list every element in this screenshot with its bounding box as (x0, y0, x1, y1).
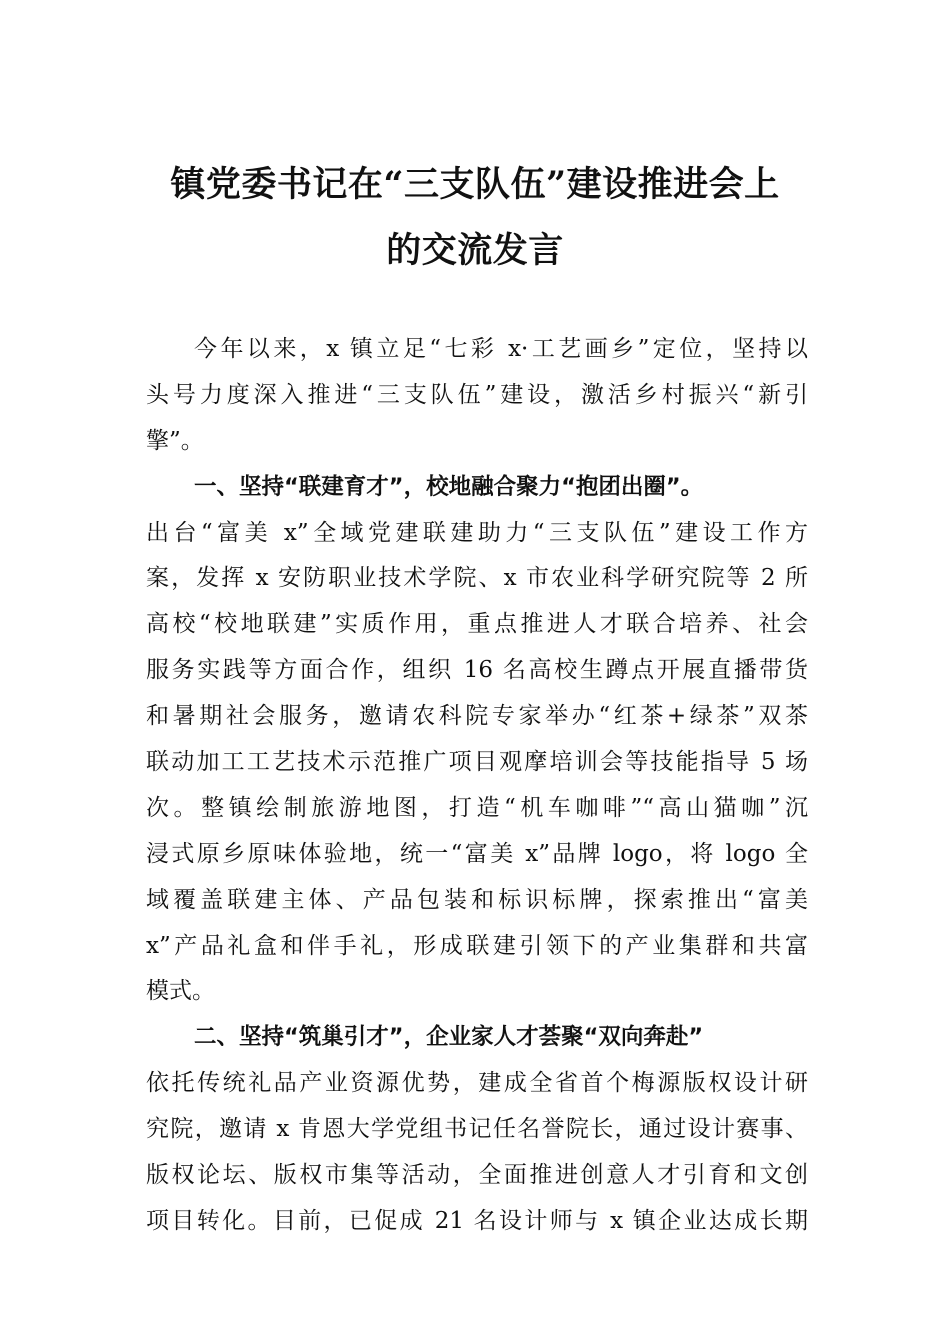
section-1-line: 出台“富美 x”全域党建联建助力“三支队伍”建设工作方 (146, 519, 808, 546)
section-1-line: 和暑期社会服务，邀请农科院专家举办“红茶+绿茶”双茶 (146, 703, 808, 730)
title-line-1: 镇党委书记在“三支队伍”建设推进会上 (170, 164, 780, 205)
section-1-heading: 一、坚持“联建育才”，校地融合聚力“抱团出圈”。 (194, 473, 704, 500)
section-2-line: 依托传统礼品产业资源优势，建成全省首个梅源版权设计研 (146, 1070, 808, 1097)
section-1-line: 高校“校地联建”实质作用，重点推进人才联合培养、社会 (146, 611, 808, 638)
intro-line: 擎”。 (146, 427, 204, 454)
section-1-line: 服务实践等方面合作，组织 16 名高校生蹲点开展直播带货 (146, 657, 808, 684)
section-1-line: 案，发挥 x 安防职业技术学院、x 市农业科学研究院等 2 所 (146, 565, 808, 592)
section-2-line: 版权论坛、版权市集等活动，全面推进创意人才引育和文创 (146, 1162, 808, 1189)
document-body (146, 327, 808, 1245)
title-line-2: 的交流发言 (386, 230, 564, 271)
section-1-line: 域覆盖联建主体、产品包装和标识标牌，探索推出“富美 (146, 886, 808, 913)
section-1-line: 浸式原乡原味体验地，统一“富美 x”品牌 logo，将 logo 全 (146, 840, 808, 867)
section-2-line: 项目转化。目前，已促成 21 名设计师与 x 镇企业达成长期 (146, 1207, 808, 1234)
section-1-line: x”产品礼盒和伴手礼，形成联建引领下的产业集群和共富 (146, 932, 808, 959)
section-1-line: 模式。 (146, 978, 215, 1005)
intro-line: 头号力度深入推进“三支队伍”建设，激活乡村振兴“新引 (146, 381, 808, 408)
document-title (120, 152, 830, 284)
section-1-line: 次。整镇绘制旅游地图，打造“机车咖啡”“高山猫咖”沉 (146, 794, 808, 821)
section-1-line: 联动加工工艺技术示范推广项目观摩培训会等技能指导 5 场 (146, 749, 808, 776)
section-2-line: 究院，邀请 x 肯恩大学党组书记任名誉院长，通过设计赛事、 (146, 1116, 808, 1143)
intro-line: 今年以来，x 镇立足“七彩 x·工艺画乡”定位，坚持以 (194, 336, 808, 362)
section-2-heading: 二、坚持“筑巢引才”，企业家人才荟聚“双向奔赴” (194, 1024, 704, 1051)
